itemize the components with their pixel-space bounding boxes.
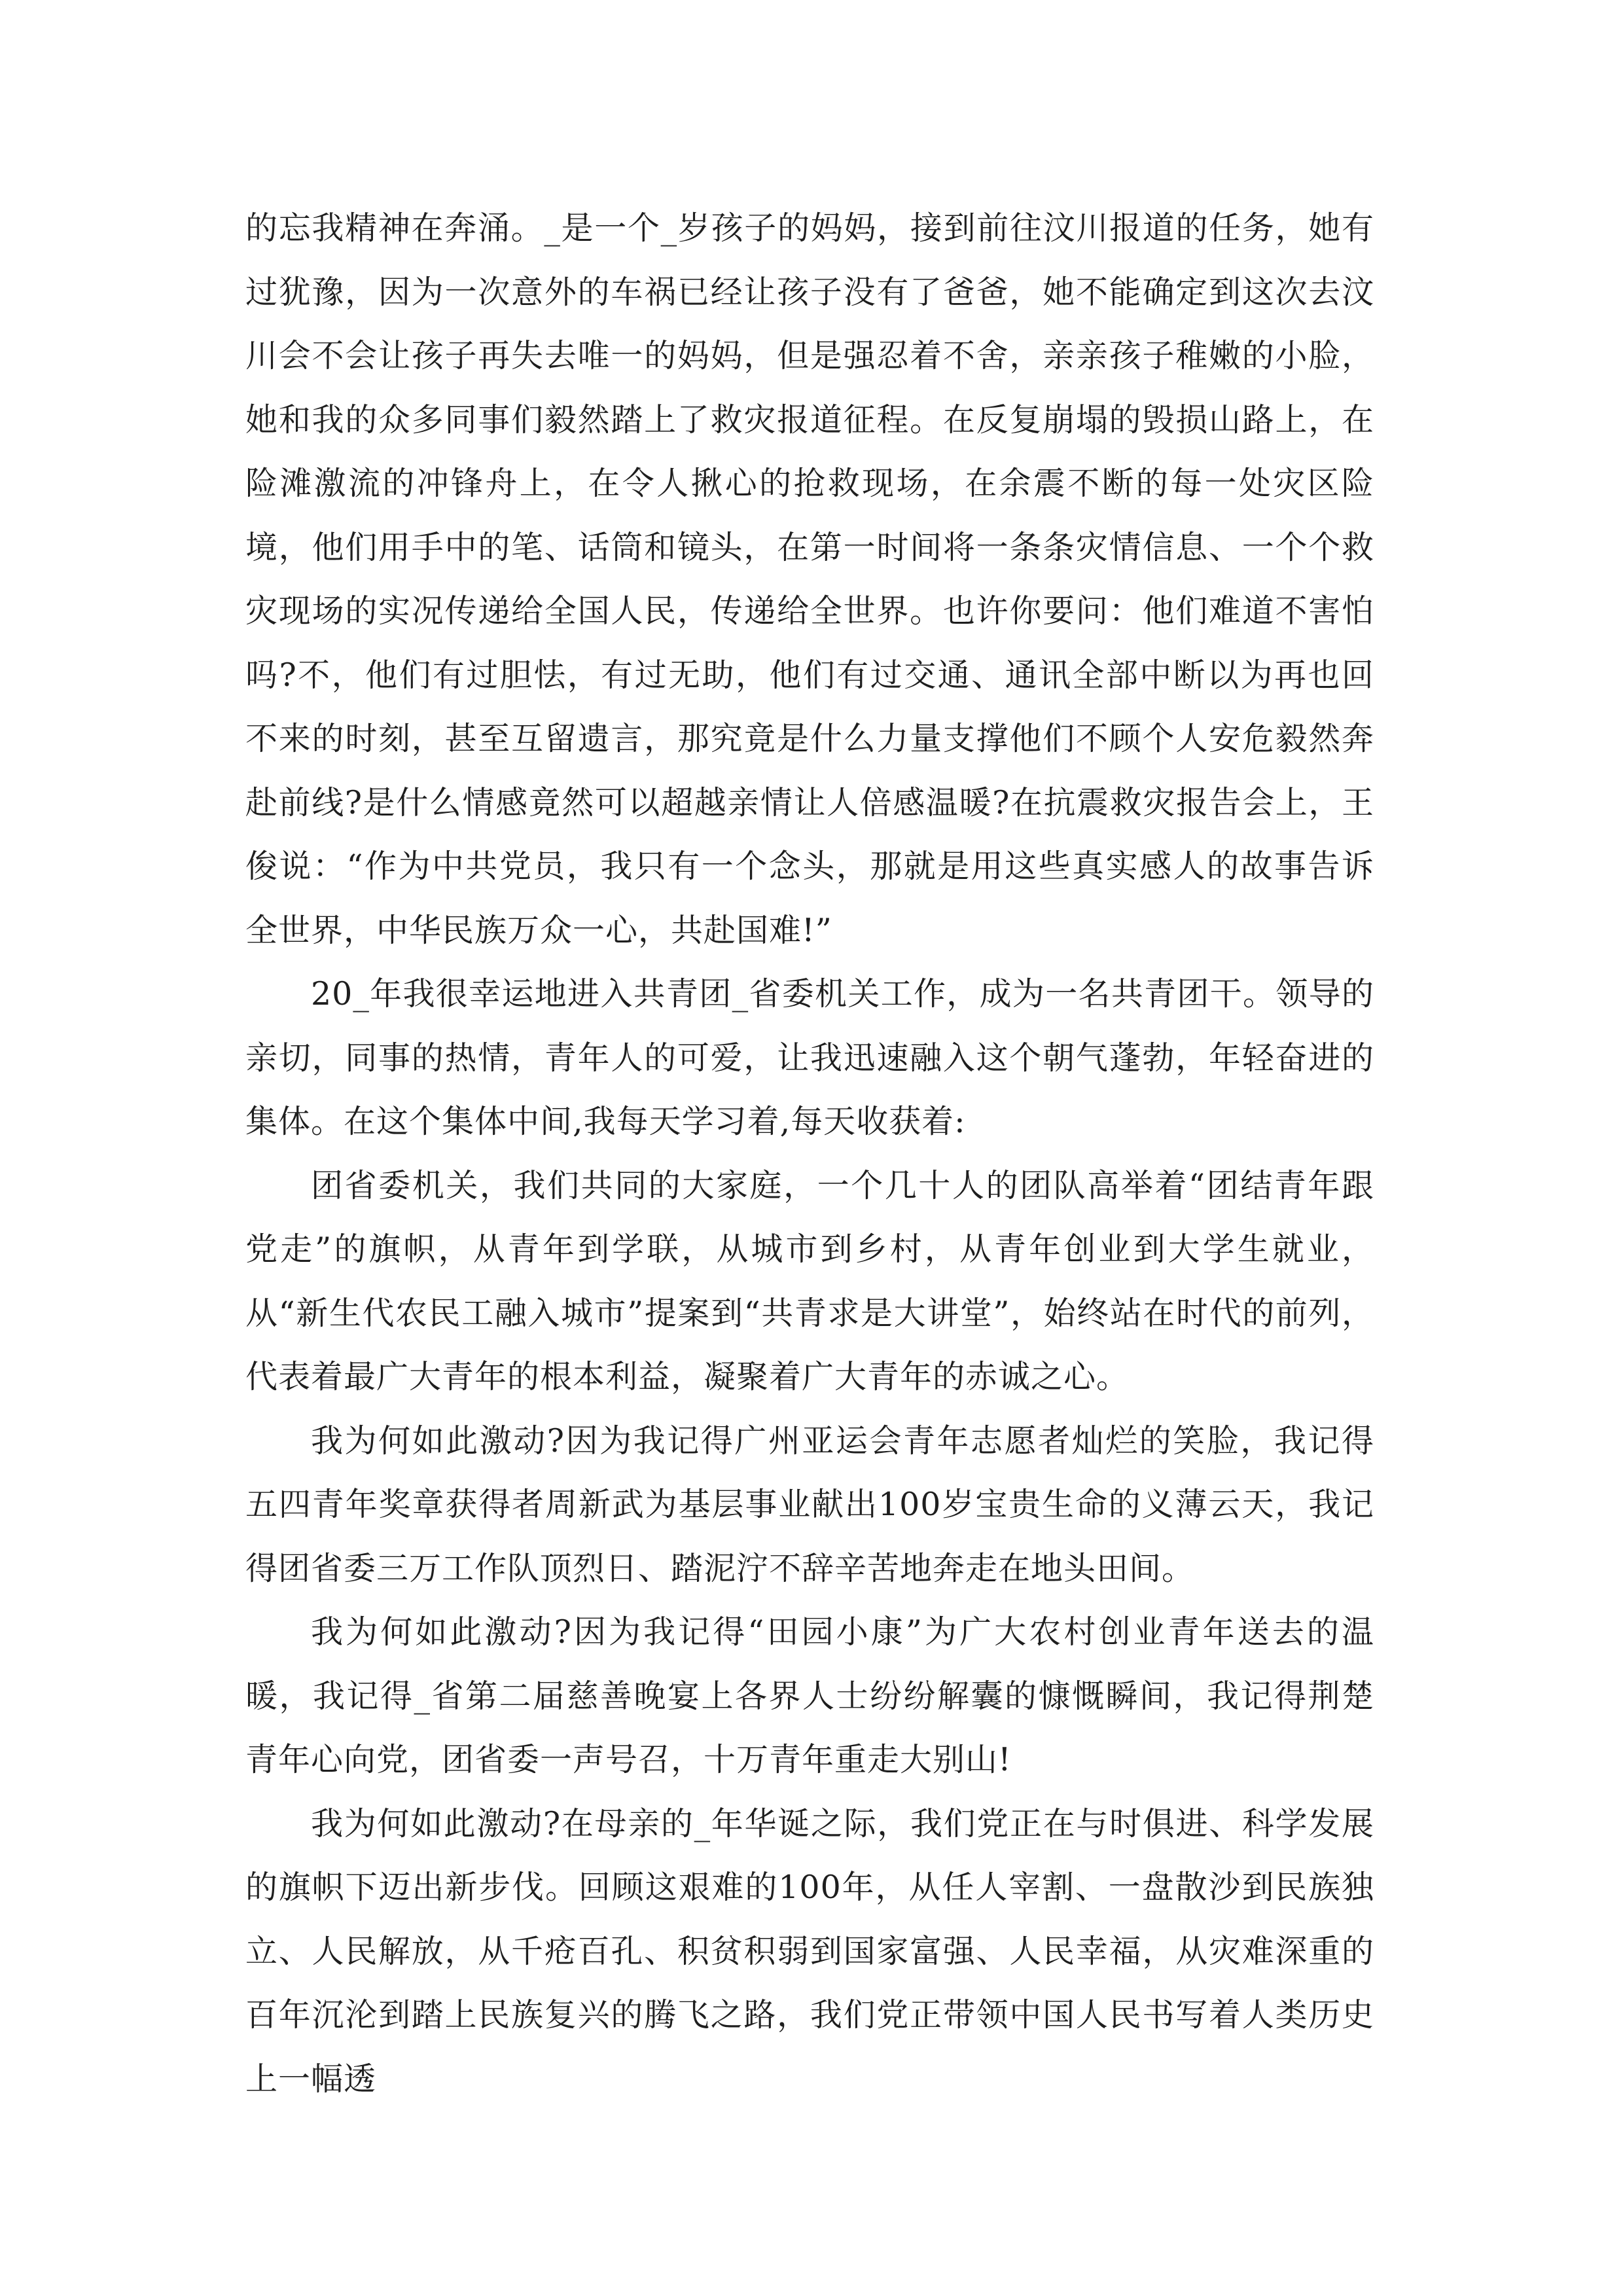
paragraph-4: 我为何如此激动?因为我记得广州亚运会青年志愿者灿烂的笑脸，我记得五四青年奖章获得者周新武为基层事业献出100岁宝贵生命的义薄云天，我记得团省委三万工作队顶烈日、踏泥泞不辞辛苦地奔走在地头田间。 [245,1422,1374,1587]
paragraph-2: 20_年我很幸运地进入共青团_省委机关工作，成为一名共青团干。领导的亲切，同事的热情，青年人的可爱，让我迅速融入这个朝气蓬勃，年轻奋进的集体。在这个集体中间,我每天学习着,每天收获着: [245,975,1374,1140]
document-body [245,196,1374,2111]
paragraph-6: 我为何如此激动?在母亲的_年华诞之际，我们党正在与时俱进、科学发展的旗帜下迈出新步伐。回顾这艰难的100年，从任人宰割、一盘散沙到民族独立、人民解放，从千疮百孔、积贫积弱到国家富强、人民幸福，从灾难深重的百年沉沦到踏上民族复兴的腾飞之路，我们党正带领中国人民书写着人类历史上一幅透 [245,1804,1374,2098]
paragraph-1: 的忘我精神在奔涌。_是一个_岁孩子的妈妈，接到前往汶川报道的任务，她有过犹豫，因为一次意外的车祸已经让孩子没有了爸爸，她不能确定到这次去汶川会不会让孩子再失去唯一的妈妈，但是强忍着不舍，亲亲孩子稚嫩的小脸，她和我的众多同事们毅然踏上了救灾报道征程。在反复崩塌的毁损山路上，在险滩激流的冲锋舟上，在令人揪心的抢救现场，在余震不断的每一处灾区险境，他们用手中的笔、话筒和镜头，在第一时间将一条条灾情信息、一个个救灾现场的实况传递给全国人民，传递给全世界。也许你要问：他们难道不害怕吗?不，他们有过胆怯，有过无助，他们有过交通、通讯全部中断以为再也回不来的时刻，甚至互留遗言，那究竟是什么力量支撑他们不顾个人安危毅然奔赴前线?是什么情感竟然可以超越亲情让人倍感温暖?在抗震救灾报告会上，王俊说：“作为中共党员，我只有一个念头，那就是用这些真实感人的故事告诉全世界，中华民族万众一心，共赴国难!” [245,209,1374,949]
paragraph-5: 我为何如此激动?因为我记得“田园小康”为广大农村创业青年送去的温暖，我记得_省第二届慈善晚宴上各界人士纷纷解囊的慷慨瞬间，我记得荆楚青年心向党，团省委一声号召，十万青年重走大别山! [245,1613,1374,1778]
paragraph-3: 团省委机关，我们共同的大家庭，一个几十人的团队高举着“团结青年跟党走”的旗帜，从青年到学联，从城市到乡村，从青年创业到大学生就业，从“新生代农民工融入城市”提案到“共青求是大讲堂”，始终站在时代的前列，代表着最广大青年的根本利益，凝聚着广大青年的赤诚之心。 [245,1166,1374,1395]
